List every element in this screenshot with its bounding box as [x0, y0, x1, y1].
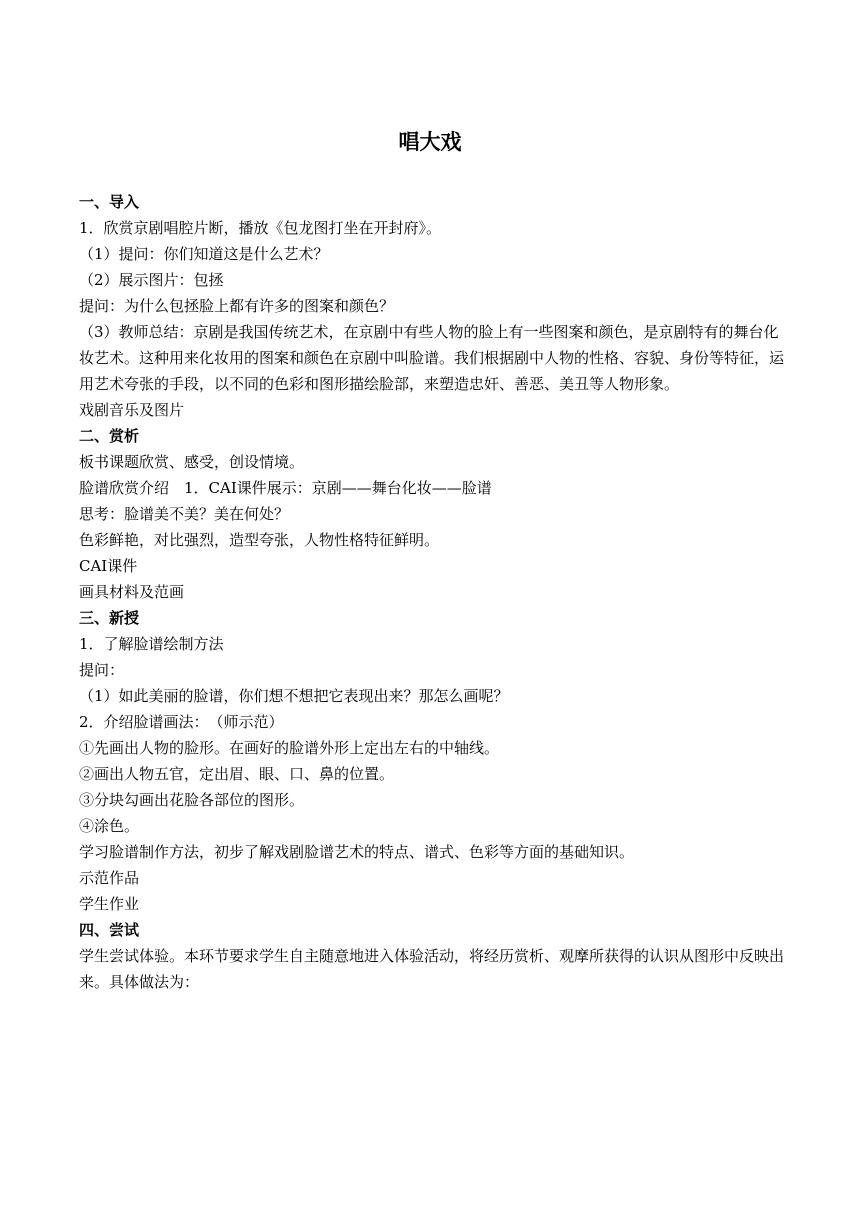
paragraph: （3）教师总结：京剧是我国传统艺术，在京剧中有些人物的脸上有一些图案和颜色，是京剧特有的舞台化妆艺术。这种用来化妆用的图案和颜色在京剧中叫脸谱。我们根据剧中人物的性格、容貌、身份等特征，运用艺术夸张的手段，以不同的色彩和图形描绘脸部，来塑造忠奸、善恶、美丑等人物形象。 [79, 323, 785, 393]
paragraph: ③分块勾画出花脸各部位的图形。 [79, 791, 305, 809]
paragraph: ①先画出人物的脸形。在画好的脸谱外形上定出左右的中轴线。 [79, 739, 500, 757]
section-heading: 三、新授 [79, 609, 140, 627]
section-heading: 四、尝试 [79, 921, 140, 939]
paragraph: 学生尝试体验。本环节要求学生自主随意地进入体验活动，将经历赏析、观摩所获得的认识从图形中反映出来。具体做法为： [79, 947, 785, 991]
paragraph: 脸谱欣赏介绍 1．CAI课件展示：京剧——舞台化妆——脸谱 [79, 479, 492, 497]
paragraph: （2）展示图片：包拯 [79, 271, 224, 289]
paragraph: 戏剧音乐及图片 [79, 401, 185, 419]
document-title: 唱大戏 [398, 130, 462, 154]
paragraph: 色彩鲜艳，对比强烈，造型夸张，人物性格特征鲜明。 [79, 531, 440, 549]
paragraph: 学习脸谱制作方法，初步了解戏剧脸谱艺术的特点、谱式、色彩等方面的基础知识。 [79, 843, 635, 861]
paragraph: 思考：脸谱美不美？美在何处？ [79, 505, 290, 523]
paragraph: 提问：为什么包拯脸上都有许多的图案和颜色？ [79, 297, 395, 315]
paragraph: （1）提问：你们知道这是什么艺术？ [79, 245, 329, 263]
paragraph: 示范作品 [79, 869, 140, 887]
paragraph: 提问： [79, 661, 125, 679]
paragraph: 板书课题欣赏、感受，创设情境。 [79, 453, 305, 471]
paragraph: （1）如此美丽的脸谱，你们想不想把它表现出来？那怎么画呢？ [79, 687, 509, 705]
paragraph: 1．了解脸谱绘制方法 [79, 635, 224, 653]
paragraph: CAI课件 [79, 557, 138, 575]
paragraph: 画具材料及范画 [79, 583, 185, 601]
section-heading: 二、赏析 [79, 427, 140, 445]
paragraph: 学生作业 [79, 895, 140, 913]
document-body [79, 189, 785, 995]
paragraph: 1．欣赏京剧唱腔片断，播放《包龙图打坐在开封府》。 [79, 219, 442, 237]
paragraph: 2．介绍脸谱画法： （师示范） [79, 713, 284, 731]
section-heading: 一、导入 [79, 193, 140, 211]
paragraph: ④涂色。 [79, 817, 140, 835]
paragraph: ②画出人物五官，定出眉、眼、口、鼻的位置。 [79, 765, 395, 783]
